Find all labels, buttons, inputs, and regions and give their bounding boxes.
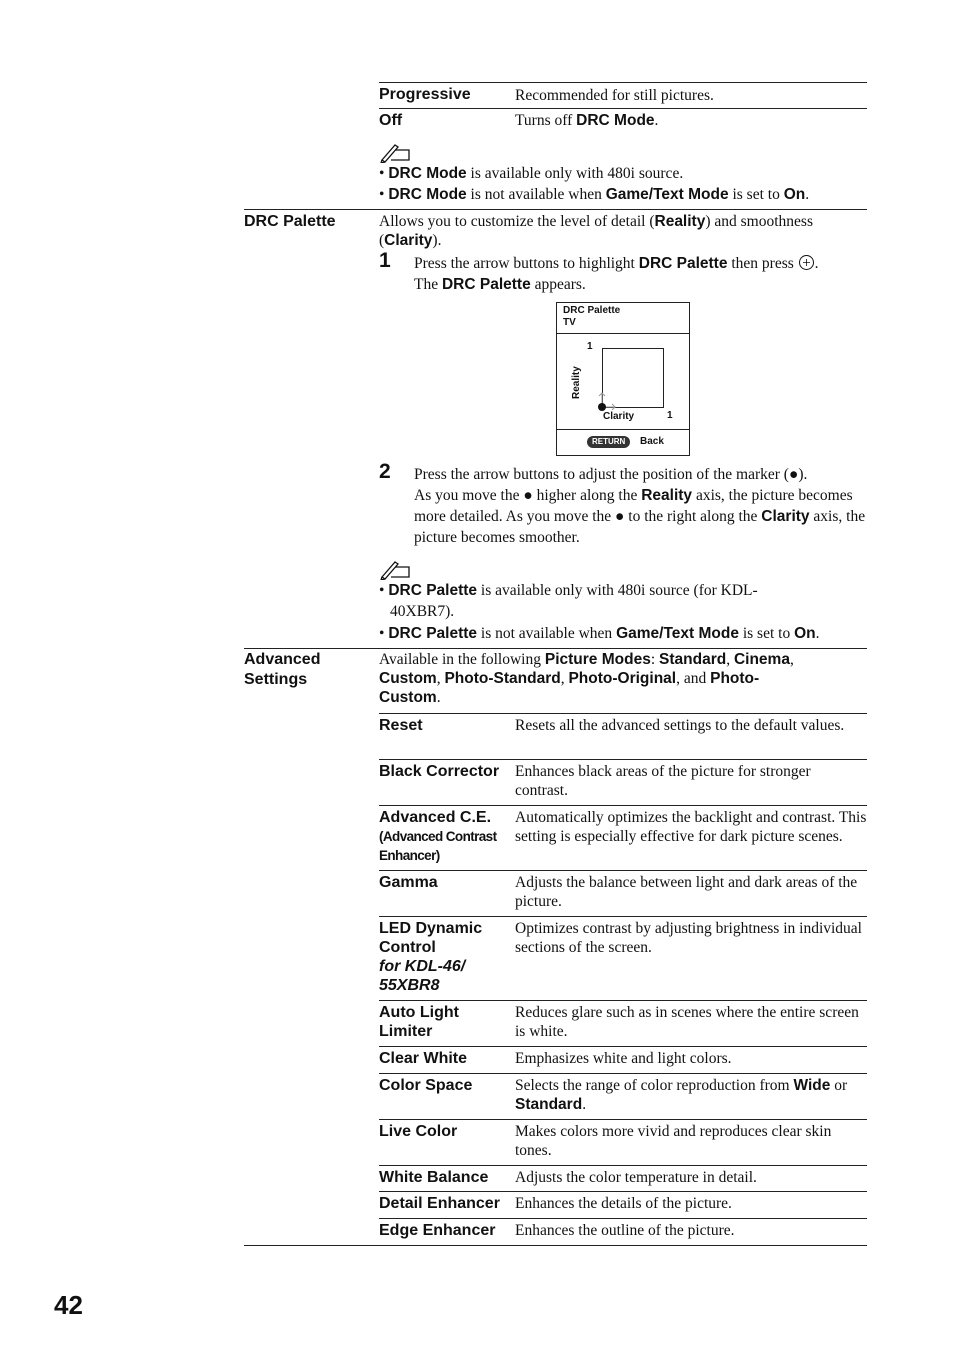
setting-description: Adjusts the color temperature in detail. [515,1169,757,1186]
screen-title: DRC Palette [563,305,621,316]
setting-description: Enhances black areas of the picture for stronger contrast. [515,763,811,799]
setting-description: Reduces glare such as in scenes where the entire screen is white. [515,1004,859,1040]
note-item: • DRC Mode is not available when Game/Text Mode is set to On. [379,186,810,203]
section-divider [244,209,867,210]
setting-label: Gamma [379,874,438,891]
row-description: Turns off DRC Mode. [515,112,659,129]
setting-description: Makes colors more vivid and reproduces clear skin tones. [515,1123,832,1159]
setting-description: Automatically optimizes the backlight and contrast. This setting is especially effective for dark picture scenes. [515,809,867,845]
divider [379,1046,867,1047]
setting-label: Live Color [379,1123,458,1140]
setting-description: Adjusts the balance between light and dark areas of the picture. [515,874,858,910]
divider [379,82,867,83]
note-list [379,580,809,622]
section-divider [244,1245,867,1246]
section-label: Advanced Settings [244,651,321,688]
setting-sublabel: 55XBR8 [379,977,440,994]
step-text: Press the arrow buttons to highlight DRC Palette then press . The DRC Palette appears. [414,255,819,293]
step-number: 1 [379,249,391,272]
setting-label: LED Dynamic [379,920,483,937]
setting-label: Clear White [379,1050,468,1067]
divider [379,1000,867,1001]
pencil-note-icon [379,558,411,580]
step-number: 2 [379,460,391,483]
note-item: • DRC Palette is not available when Game/Text Mode is set to On. [379,625,820,642]
section-divider [244,648,867,649]
setting-sublabel: Enhancer) [379,848,440,863]
divider [379,805,867,806]
row-label: Progressive [379,86,471,103]
row-label: Off [379,112,403,129]
back-label: Back [640,436,664,447]
divider [379,1073,867,1074]
return-button[interactable]: RETURN [587,436,630,448]
divider [379,108,867,109]
setting-sublabel: for KDL-46/ [379,958,466,975]
marker-dot-icon[interactable] [595,391,619,411]
setting-label: White Balance [379,1169,489,1186]
divider [379,713,867,714]
section-intro: Available in the following Picture Modes: Standard, Cinema, Custom, Photo-Standard, Photo-Original, and Photo- Custom. [379,651,794,706]
setting-description: Emphasizes white and light colors. [515,1050,732,1067]
drc-palette-screen [556,302,690,456]
setting-description: Enhances the outline of the picture. [515,1222,735,1239]
setting-label: Limiter [379,1023,433,1040]
setting-sublabel: (Advanced Contrast [379,829,497,844]
setting-label: Auto Light [379,1004,459,1021]
setting-label: Advanced C.E. [379,809,492,826]
screen-divider [557,333,689,334]
y-axis-label: Reality [571,366,582,399]
setting-label: Edge Enhancer [379,1222,496,1239]
setting-description: Resets all the advanced settings to the default values. [515,717,845,734]
step-text: Press the arrow buttons to adjust the position of the marker (●). As you move the ● higher along the Reality axis, the picture becomes more detailed. As you move the ● to the right along the Clarity axis, the picture becomes smoother. [414,466,866,546]
note-list [379,163,867,205]
row-description: Recommended for still pictures. [515,87,714,104]
y-max-label: 1 [587,341,593,352]
note-item: • DRC Palette is available only with 480i source (for KDL-40XBR7). [379,582,758,620]
divider [379,1119,867,1120]
setting-description: Enhances the details of the picture. [515,1195,732,1212]
section-intro: Allows you to customize the level of detail (Reality) and smoothness (Clarity). [379,213,813,249]
pencil-note-icon [379,141,411,163]
divider [379,870,867,871]
divider [379,1191,867,1192]
setting-label: Black Corrector [379,763,500,780]
setting-description: Selects the range of color reproduction from Wide or Standard. [515,1077,848,1113]
divider [379,1165,867,1166]
divider [379,759,867,760]
setting-label: Reset [379,717,423,734]
enter-button-icon [798,254,815,271]
divider [379,916,867,917]
note-item: • DRC Mode is available only with 480i source. [379,165,684,182]
screen-subtitle: TV [563,317,576,328]
setting-label: Detail Enhancer [379,1195,500,1212]
x-axis-label: Clarity [603,411,635,422]
setting-label: Control [379,939,436,956]
setting-label: Color Space [379,1077,473,1094]
page-number: 42 [54,1290,83,1320]
divider [379,1218,867,1219]
section-label: DRC Palette [244,213,336,230]
setting-description: Optimizes contrast by adjusting brightness in individual sections of the screen. [515,920,862,956]
note-list [379,623,867,644]
screen-divider [557,429,689,430]
x-max-label: 1 [667,410,673,421]
